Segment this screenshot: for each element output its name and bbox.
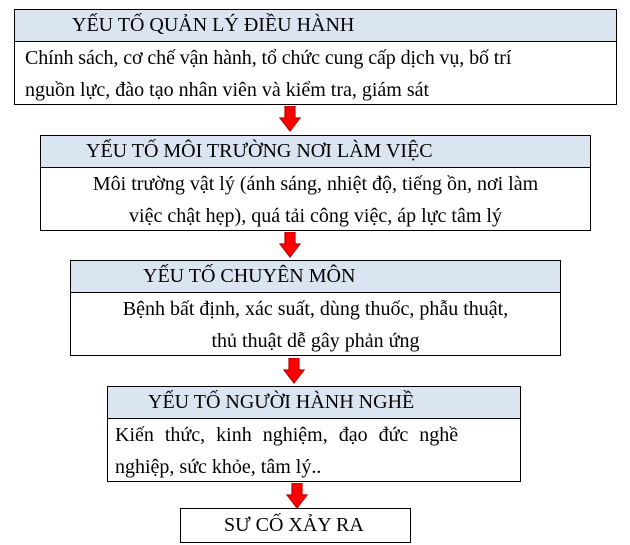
down-arrow-icon <box>279 106 301 132</box>
professional-factor-description <box>70 292 561 356</box>
workplace-factor-line-1: Môi trường vật lý (ánh sáng, nhiệt độ, tiếng ồn, nơi làm <box>92 173 539 195</box>
management-factor-description <box>14 41 617 105</box>
management-factor-line-1: Chính sách, cơ chế vận hành, tổ chức cung cấp dịch vụ, bố trí <box>25 47 512 69</box>
professional-factor-header <box>70 260 561 293</box>
management-factor-line-2: nguồn lực, đào tạo nhân viên và kiểm tra, giám sát <box>25 79 430 101</box>
workplace-factor-title: YẾU TỐ MÔI TRƯỜNG NƠI LÀM VIỆC <box>86 140 433 162</box>
management-factor-title: YẾU TỐ QUẢN LÝ ĐIỀU HÀNH <box>72 14 355 36</box>
down-arrow-icon <box>286 483 308 509</box>
workplace-factor-header <box>40 135 591 168</box>
workplace-factor-description <box>40 167 591 231</box>
incident-result-label: SƯ CỐ XẢY RA <box>224 514 364 536</box>
incident-result-box <box>180 508 411 543</box>
practitioner-factor-line-1: Kiến thức, kinh nghiệm, đạo đức nghề <box>115 424 459 446</box>
practitioner-factor-description <box>107 418 521 482</box>
professional-factor-title: YẾU TỐ CHUYÊN MÔN <box>143 265 356 287</box>
practitioner-factor-title: YẾU TỐ NGƯỜI HÀNH NGHỀ <box>148 391 415 413</box>
workplace-factor-line-2: việc chật hẹp), quá tải công việc, áp lực tâm lý <box>129 205 502 227</box>
professional-factor-line-1: Bệnh bất định, xác suất, dùng thuốc, phẫu thuật, <box>122 298 509 320</box>
down-arrow-icon <box>283 358 305 384</box>
down-arrow-icon <box>279 232 301 258</box>
practitioner-factor-header <box>107 386 521 419</box>
professional-factor-line-2: thủ thuật dễ gây phản ứng <box>211 330 420 352</box>
practitioner-factor-line-2: nghiệp, sức khỏe, tâm lý.. <box>115 456 322 478</box>
management-factor-header <box>14 9 617 42</box>
